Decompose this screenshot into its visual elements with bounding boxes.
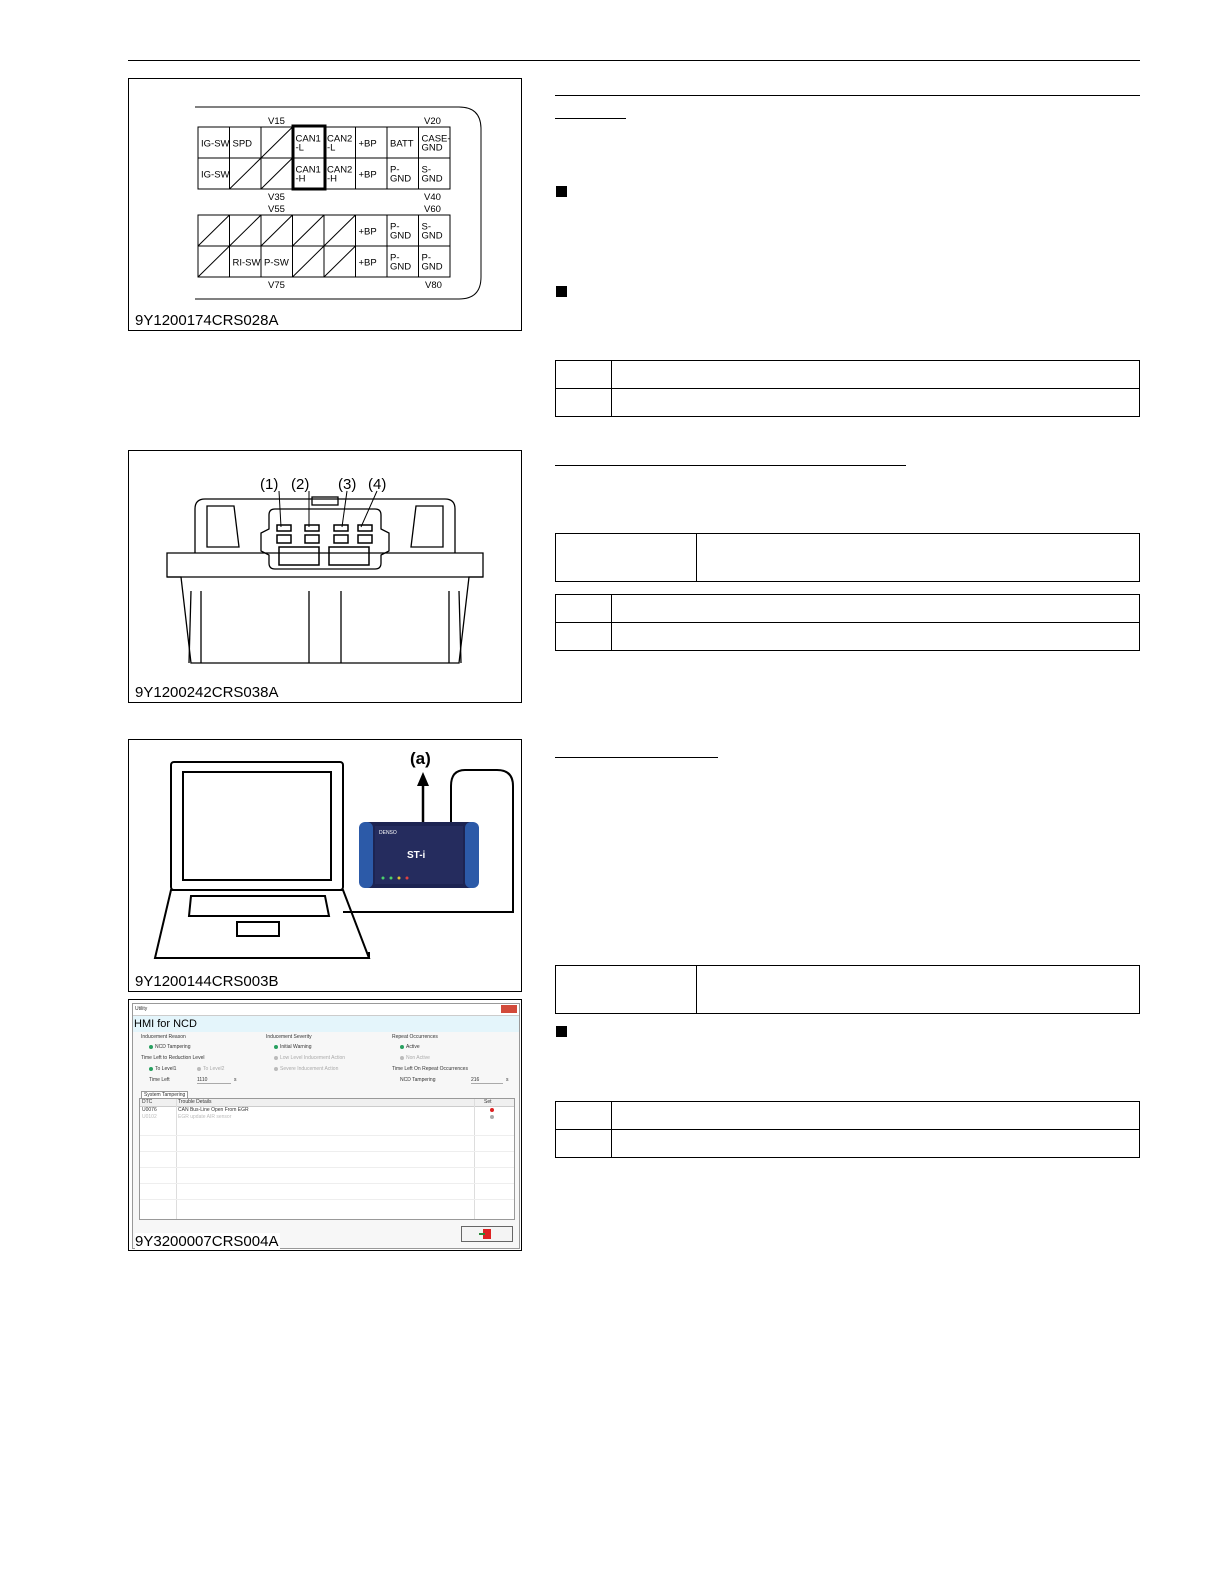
window-title: Utility <box>135 1006 148 1012</box>
figure-caption: 9Y1200174CRS028A <box>135 312 279 329</box>
pin-label: CAN1 -L <box>295 133 321 154</box>
ncd-tampering-label: NCD Tampering <box>400 1077 436 1083</box>
time-left-reduction-title: Time Left to Reduction Level <box>141 1055 205 1061</box>
unused-pin-slash <box>293 246 325 277</box>
connector-lower-block <box>198 215 450 277</box>
table-row[interactable]: U0102 EGR update AIR sensor <box>140 1114 514 1121</box>
inducement-reason-title: Inducement Reason <box>141 1034 186 1040</box>
terminal-label-3: (3) <box>338 476 357 493</box>
figure-caption: 9Y3200007CRS004A <box>135 1233 279 1250</box>
unused-pin-slash <box>324 246 356 277</box>
plug-cavity <box>279 547 319 565</box>
section-rule <box>555 95 1140 96</box>
radio-icon <box>400 1045 404 1049</box>
pin-label-v75: V75 <box>268 280 285 291</box>
status-red-icon <box>490 1108 494 1112</box>
terminal-label-4: (4) <box>368 476 387 493</box>
status-gray-icon <box>490 1115 494 1119</box>
ecu-plug-diagram <box>129 451 521 702</box>
bullet-square <box>556 1026 567 1037</box>
time-left-field[interactable]: 1110 <box>197 1077 231 1084</box>
figure-laptop-diagnostic-tool <box>128 739 522 992</box>
laptop-base-icon <box>155 890 369 958</box>
option-low-level[interactable]: Low Level Inducement Action <box>274 1055 345 1061</box>
svg-text:ST-i: ST-i <box>407 850 426 861</box>
column-header-dtc: DTC <box>142 1099 153 1105</box>
plug-terminal <box>277 535 291 543</box>
underline-short <box>555 118 626 119</box>
pin-label: RI-SW <box>232 257 261 269</box>
radio-icon <box>274 1045 278 1049</box>
time-left-unit: s <box>234 1077 237 1083</box>
header-rule <box>128 60 1140 61</box>
unused-pin-slash <box>198 215 230 246</box>
pin-label-v15: V15 <box>268 116 285 127</box>
pin-label: IG-SW <box>201 169 230 181</box>
tab-system-tampering[interactable]: System Tampering <box>141 1091 188 1098</box>
exit-button[interactable] <box>461 1226 513 1242</box>
option-non-active[interactable]: Non Active <box>400 1055 430 1061</box>
pin-label-v55: V55 <box>268 204 285 215</box>
radio-icon <box>274 1067 278 1071</box>
spec-table <box>555 360 1140 417</box>
radio-icon <box>197 1067 201 1071</box>
pin-label: +BP <box>358 169 377 181</box>
figure-caption: 9Y1200144CRS003B <box>135 973 279 990</box>
laptop-screen-icon <box>171 762 343 890</box>
pin-label: +BP <box>358 226 377 238</box>
table-row[interactable]: U0076 CAN Bus-Line Open From EGR <box>140 1107 514 1114</box>
unused-pin-slash <box>230 215 262 246</box>
utility-window <box>132 1003 520 1249</box>
figure-ecu-plug <box>128 450 522 703</box>
st-i-device-icon <box>359 822 479 888</box>
arrow-up-icon <box>417 772 429 786</box>
column-header-trouble-details: Trouble Details <box>178 1099 212 1105</box>
laptop-connection-diagram <box>129 740 521 991</box>
inducement-severity-title: Inducement Severity <box>266 1034 312 1040</box>
pin-label: CAN2 -L <box>327 133 353 154</box>
radio-icon <box>400 1056 404 1060</box>
unused-pin-slash <box>198 246 230 277</box>
spec-table <box>555 1101 1140 1158</box>
pin-label: SPD <box>232 138 253 150</box>
plug-terminal <box>277 525 291 531</box>
pin-label: BATT <box>390 138 414 150</box>
unused-pin-slash <box>261 158 293 189</box>
plug-terminal <box>358 535 372 543</box>
window-titlebar <box>133 1004 519 1016</box>
spec-table <box>555 594 1140 651</box>
pin-label-v35: V35 <box>268 192 285 203</box>
unused-pin-slash <box>293 215 325 246</box>
terminal-label-1: (1) <box>260 476 279 493</box>
spec-table <box>555 533 1140 582</box>
figure-connector-pinout <box>128 78 522 331</box>
figure-hmi-screenshot <box>128 999 522 1251</box>
option-ncd-tampering[interactable]: NCD Tampering <box>149 1044 190 1050</box>
unused-pin-slash <box>261 127 293 158</box>
plug-terminal <box>358 525 372 531</box>
hmi-header <box>133 1016 519 1032</box>
pin-label: CASE-GND <box>421 133 451 154</box>
option-severe[interactable]: Severe Inducement Action <box>274 1066 338 1072</box>
plug-terminal <box>305 535 319 543</box>
figure-caption: 9Y1200242CRS038A <box>135 684 279 701</box>
pin-label: S-GND <box>421 164 443 185</box>
time-left-repeat-title: Time Left On Repeat Occurrences <box>392 1066 468 1072</box>
option-active[interactable]: Active <box>400 1044 420 1050</box>
ncd-tampering-unit: s <box>506 1077 509 1083</box>
plug-cavity <box>329 547 369 565</box>
svg-text:DENSO: DENSO <box>379 830 397 836</box>
unused-pin-slash <box>230 158 262 189</box>
pin-label: S-GND <box>421 221 443 242</box>
hmi-heading: HMI for NCD <box>134 1018 197 1030</box>
underline-heading <box>555 757 718 758</box>
dtc-table-header <box>140 1099 514 1107</box>
bullet-square <box>556 186 567 197</box>
underline-heading <box>555 465 906 466</box>
connector-pinout-diagram <box>129 79 521 330</box>
column-header-set: Set <box>484 1099 492 1105</box>
pin-label: P-GND <box>390 221 412 242</box>
label-a: (a) <box>410 749 431 768</box>
pin-label: P-SW <box>264 257 289 269</box>
dtc-table <box>139 1098 515 1220</box>
option-to-level1[interactable]: To Level1 <box>149 1066 176 1072</box>
time-left-label: Time Left <box>149 1077 170 1083</box>
arrow-icon <box>479 1233 485 1235</box>
plug-terminal <box>334 525 348 531</box>
option-to-level2[interactable]: To Level2 <box>197 1066 224 1072</box>
pin-label: P-GND <box>421 252 443 273</box>
pin-label: CAN2 -H <box>327 164 353 185</box>
spec-table <box>555 965 1140 1014</box>
bullet-square <box>556 286 567 297</box>
pin-label: P-GND <box>390 164 412 185</box>
pin-label-v20: V20 <box>424 116 441 127</box>
terminal-label-2: (2) <box>291 476 310 493</box>
pin-label: P-GND <box>390 252 412 273</box>
radio-icon <box>274 1056 278 1060</box>
pin-label: +BP <box>358 257 377 269</box>
unused-pin-slash <box>324 215 356 246</box>
pin-label: IG-SW <box>201 138 230 150</box>
radio-icon <box>149 1067 153 1071</box>
close-icon[interactable] <box>501 1005 517 1013</box>
plug-terminal <box>334 535 348 543</box>
ncd-tampering-field[interactable]: 216 <box>471 1077 503 1084</box>
pin-label-v40: V40 <box>424 192 441 203</box>
repeat-occurrences-title: Repeat Occurrences <box>392 1034 438 1040</box>
pin-label: +BP <box>358 138 377 150</box>
pin-label-v60: V60 <box>424 204 441 215</box>
radio-icon <box>149 1045 153 1049</box>
plug-terminal <box>305 525 319 531</box>
option-initial-warning[interactable]: Initial Warning <box>274 1044 312 1050</box>
unused-pin-slash <box>261 215 293 246</box>
pin-label-v80: V80 <box>425 280 442 291</box>
pin-label: CAN1 -H <box>295 164 321 185</box>
